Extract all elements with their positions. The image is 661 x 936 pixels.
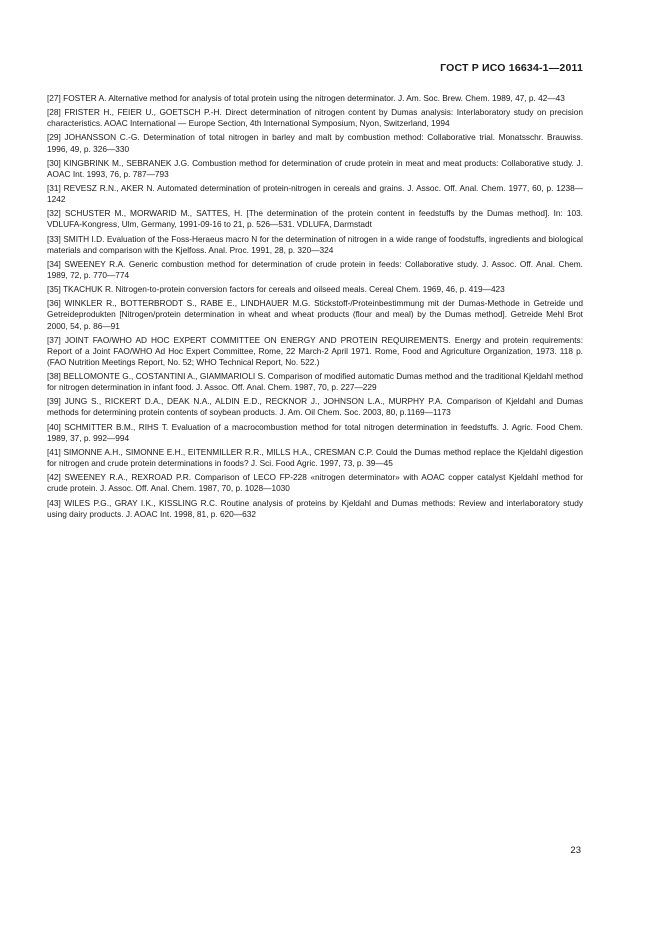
reference-item: [40] SCHMITTER B.M., RIHS T. Evaluation of a macrocombustion method for total nitrogen determination in feedstuffs. J. Agric. Food Chem. 1989, 37, p. 992—994 [47, 421, 583, 443]
reference-item: [38] BELLOMONTE G., COSTANTINI A., GIAMMARIOLI S. Comparison of modified automatic Dumas method and the traditional Kjeldahl method for nitrogen determination in infant food. J. Assoc. Off. Anal. Chem. 1987, 70, p. 227—229 [47, 371, 583, 393]
reference-item: [29] JOHANSSON C.-G. Determination of total nitrogen in barley and malt by combustion method: Collaborative trial. Monatsschr. Brauwiss. 1996, 49, p. 326—330 [47, 132, 583, 154]
reference-item: [28] FRISTER H., FEIER U., GOETSCH P.-H. Direct determination of nitrogen content by Dumas analysis: Interlaboratory study on precision characteristics. AOAC International — Europe Section, 4th International Symposium, Nyon, Switzerland, 1994 [47, 107, 583, 129]
reference-item: [41] SIMONNE A.H., SIMONNE E.H., EITENMILLER R.R., MILLS H.A., CRESMAN C.P. Could the Dumas method replace the Kjeldahl digestion for nitrogen and crude protein determinations in foods? J. Sci. Food Agric. 1997, 73, p. 39—45 [47, 446, 583, 469]
reference-item: [37] JOINT FAO/WHO AD HOC EXPERT COMMITTEE ON ENERGY AND PROTEIN REQUIREMENTS. Energy and protein requirements: Report of a Joint FAO/WHO Ad Hoc Expert Committee, Rome, 22 March-2 April 1971. Rome, Food and Agriculture Organization, 1973. 118 p. (FAO Nutrition Meetings Report, No. 52; WHO Technical Report, No. 522.) [47, 334, 583, 367]
reference-item: [27] FOSTER A. Alternative method for analysis of total protein using the nitrogen determinator. J. Am. Soc. Brew. Chem. 1989, 47, p. 42—43 [47, 93, 565, 103]
reference-item: [36] WINKLER R., BOTTERBRODT S., RABE E., LINDHAUER M.G. Stickstoff-/Proteinbestimmung mit der Dumas-Methode in Getreide und Getreideprodukten [Nitrogen/protein determination in wheat and wheat products (flour and meal) by the Dumas method]. Getreide Mehl Brot 2000, 54, p. 86—91 [47, 298, 583, 331]
reference-item: [30] KINGBRINK M., SEBRANEK J.G. Combustion method for determination of crude protein in meat and meat products: Collaborative study. J. AOAC Int. 1993, 76, p. 787—793 [47, 157, 583, 179]
reference-item: [32] SCHUSTER M., MORWARID M., SATTES, H. [The determination of the protein content in feedstuffs by the Dumas method]. In: 103. VDLUFA-Kongress, Ulm, Germany, 1991-09-16 to 21, p. 526—531. VDLUFA, Darmstadt [47, 208, 583, 230]
reference-item: [42] SWEENEY R.A., REXROAD P.R. Comparison of LECO FP-228 «nitrogen determinator» with AOAC copper catalyst Kjeldahl method for crude protein. J. Assoc. Off. Anal. Chem. 1987, 70, p. 1028—1030 [47, 472, 583, 494]
reference-item: [35] TKACHUK R. Nitrogen-to-protein conversion factors for cereals and oilseed meals. Cereal Chem. 1969, 46, p. 419—423 [47, 284, 505, 295]
reference-item: [33] SMITH I.D. Evaluation of the Foss-Heraeus macro N for the determination of nitrogen in a wide range of foodstuffs, ingredients and biological materials and comparison with the Kjelfoss. Anal. Proc. 1991, 28, p. 320—324 [47, 233, 583, 255]
reference-item: [34] SWEENEY R.A. Generic combustion method for determination of crude protein in feeds: Collaborative study. J. Assoc. Off. Anal. Chem. 1989, 72, p. 770—774 [47, 258, 583, 280]
page-number: 23 [570, 845, 581, 856]
reference-item: [43] WILES P.G., GRAY I.K., KISSLING R.C. Routine analysis of proteins by Kjeldahl and Dumas methods: Review and interlaboratory study using dairy products. J. AOAC Int. 1998, 81, p. 620—632 [47, 497, 583, 519]
reference-item: [31] REVESZ R.N., AKER N. Automated determination of protein-nitrogen in cereals and grains. J. Assoc. Off. Anal. Chem. 1977, 60, p. 1238—1242 [47, 183, 583, 205]
bibliography-list [47, 93, 583, 523]
reference-item: [39] JUNG S., RICKERT D.A., DEAK N.A., ALDIN E.D., RECKNOR J., JOHNSON L.A., MURPHY P.A. Comparison of Kjeldahl and Dumas methods for determining protein contents of soybean products. J. Am. Oil Chem. Soc. 2003, 80, p.1169—1173 [47, 396, 583, 418]
standard-designation: ГОСТ Р ИСО 16634-1—2011 [440, 62, 583, 74]
